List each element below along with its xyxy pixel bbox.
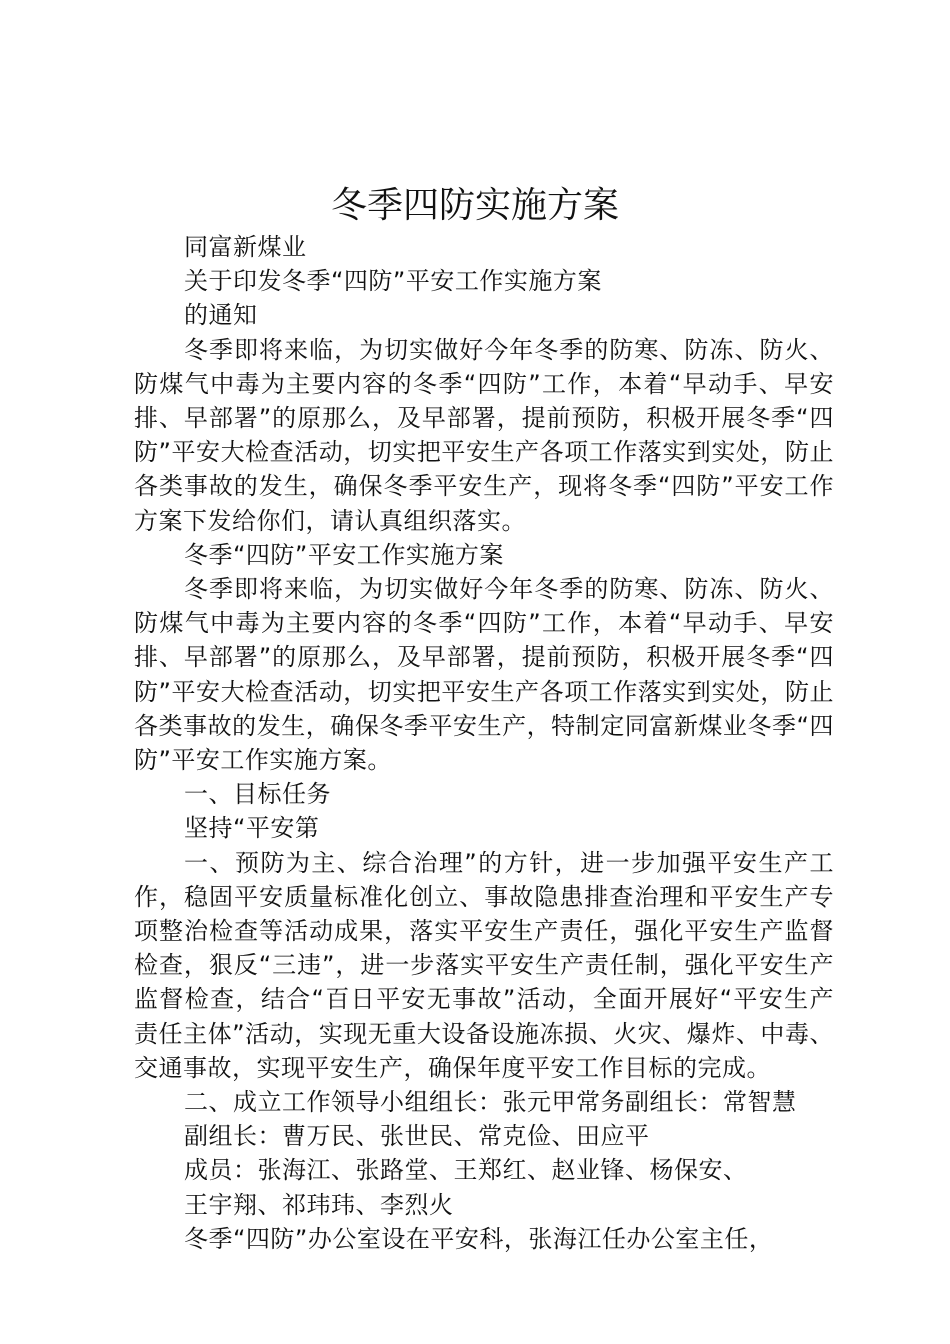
company-name-line: 同富新煤业 <box>184 233 307 261</box>
goals-line-1: 坚持“平安第 <box>184 814 320 843</box>
document-body <box>134 230 834 1256</box>
section-heading-goals: 一、目标任务 <box>184 780 331 809</box>
members-line-1: 成员：张海江、张路堂、王郑红、赵业锋、杨保安、 <box>184 1156 748 1185</box>
plan-heading: 冬季“四防”平安工作实施方案 <box>184 540 504 569</box>
document-title: 冬季四防实施方案 <box>330 185 619 226</box>
office-line: 冬季“四防”办公室设在平安科，张海江任办公室主任， <box>184 1224 774 1253</box>
notice-paragraph: 冬季即将来临，为切实做好今年冬季的防寒、防冻、防火、防煤气中毒为主要内容的冬季“四防”工作，本着“早动手、早安排、早部署”的原那么，及早部署，提前预防，积极开展冬季“四防”平安大检查活动，切实把平安生产各项工作落实到实处，防止各类事故的发生，确保冬季平安生产，现将冬季“四防”平安工作方案下发给你们，请认真组织落实。 <box>134 335 834 535</box>
members-line-2: 王宇翔、祁玮玮、李烈火 <box>184 1190 454 1219</box>
section-heading-leadership: 二、成立工作领导小组组长：张元甲常务副组长：常智慧 <box>184 1088 797 1117</box>
notice-heading-line-1: 关于印发冬季“四防”平安工作实施方案 <box>184 267 602 296</box>
notice-heading-line-2: 的通知 <box>184 301 258 330</box>
plan-intro-paragraph: 冬季即将来临，为切实做好今年冬季的防寒、防冻、防火、防煤气中毒为主要内容的冬季“四防”工作，本着“早动手、早安排、早部署”的原那么，及早部署，提前预防，积极开展冬季“四防”平安大检查活动，切实把平安生产各项工作落实到实处，防止各类事故的发生，确保冬季平安生产，特制定同富新煤业冬季“四防”平安工作实施方案。 <box>134 575 834 775</box>
deputy-leaders-line: 副组长：曹万民、张世民、常克俭、田应平 <box>184 1122 650 1151</box>
goals-paragraph: 一、预防为主、综合治理”的方针，进一步加强平安生产工作，稳固平安质量标准化创立、事故隐患排查治理和平安生产专项整治检查等活动成果，落实平安生产责任，强化平安生产监督检查，狠反“三违”，进一步落实平安生产责任制，强化平安生产监督检查，结合“百日平安无事故”活动，全面开展好“平安生产责任主体”活动，实现无重大设备设施冻损、火灾、爆炸、中毒、交通事故，实现平安生产，确保年度平安工作目标的完成。 <box>134 848 834 1082</box>
